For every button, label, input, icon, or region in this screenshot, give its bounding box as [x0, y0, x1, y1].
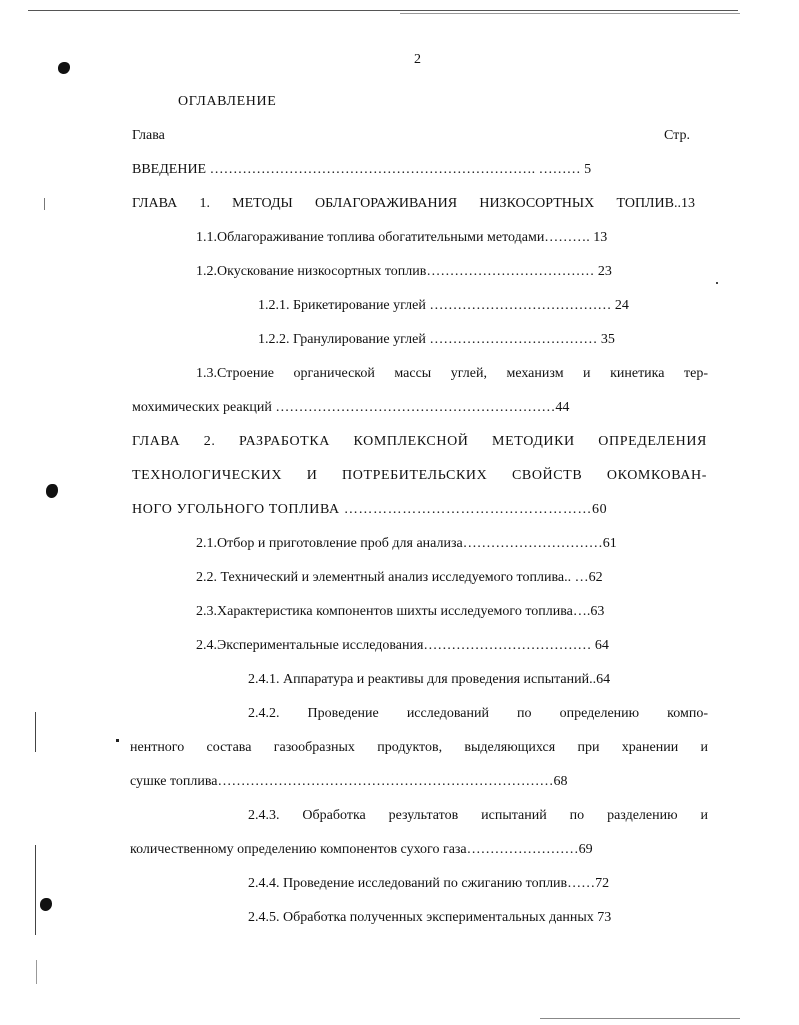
toc-entry: НОГО УГОЛЬНОГО ТОПЛИВА ……………………………………………60 [132, 502, 608, 517]
toc-entry: 2.4.1. Аппаратура и реактивы для проведения испытаний..64 [248, 672, 611, 687]
toc-entry: 1.2.1. Брикетирование углей ………………………………… 24 [258, 298, 629, 313]
toc-entry: 1.2.2. Гранулирование углей ……………………………… 35 [258, 332, 615, 347]
toc-entry: 2.4.2. Проведение исследований по определению компо- [248, 706, 708, 721]
toc-entry: ГЛАВА 1. МЕТОДЫ ОБЛАГОРАЖИВАНИЯ НИЗКОСОРТНЫХ ТОПЛИВ..13 [132, 196, 695, 211]
scan-top-line-2 [400, 13, 740, 14]
margin-speck [36, 960, 37, 984]
toc-entry: 2.1.Отбор и приготовление проб для анализа…………………………61 [196, 536, 617, 551]
margin-speck [35, 712, 36, 752]
toc-entry: ВВЕДЕНИЕ ……………………………………………………………. ……… 5 [132, 162, 592, 177]
toc-entry: мохимических реакций ……………………………………………………44 [132, 400, 570, 415]
binder-hole-mark [40, 898, 52, 911]
toc-heading: ОГЛАВЛЕНИЕ [178, 94, 277, 109]
toc-entry: 2.3.Характеристика компонентов шихты исследуемого топлива….63 [196, 604, 605, 619]
binder-hole-mark [58, 62, 70, 74]
toc-entry: 2.4.4. Проведение исследований по сжиганию топлив……72 [248, 876, 610, 891]
scan-bottom-line [540, 1018, 740, 1019]
toc-entry: ТЕХНОЛОГИЧЕСКИХ И ПОТРЕБИТЕЛЬСКИХ СВОЙСТВ ОКОМКОВАН- [132, 468, 707, 483]
toc-entry: 1.1.Облагораживание топлива обогатительными методами………. 13 [196, 230, 608, 245]
toc-entry: 2.4.Экспериментальные исследования……………………………… 64 [196, 638, 609, 653]
toc-entry: сушке топлива………………………………………………………………68 [130, 774, 568, 789]
chapter-column-label: Глава [132, 128, 165, 143]
page-number: 2 [414, 52, 421, 67]
margin-speck [35, 845, 36, 935]
toc-entry: ГЛАВА 2. РАЗРАБОТКА КОМПЛЕКСНОЙ МЕТОДИКИ ОПРЕДЕЛЕНИЯ [132, 434, 707, 449]
margin-speck [44, 198, 45, 210]
toc-entry: 1.2.Окускование низкосортных топлив……………………………… 23 [196, 264, 612, 279]
margin-speck [116, 739, 119, 742]
page-column-label: Стр. [664, 128, 690, 143]
toc-entry: 2.2. Технический и элементный анализ исследуемого топлива.. …62 [196, 570, 603, 585]
scan-top-line [28, 10, 738, 11]
binder-hole-mark [46, 484, 58, 498]
margin-speck [716, 282, 718, 284]
toc-entry: нентного состава газообразных продуктов, выделяющихся при хранении и [130, 740, 708, 755]
toc-entry: 2.4.5. Обработка полученных экспериментальных данных 73 [248, 910, 612, 925]
toc-entry: количественному определению компонентов сухого газа……………………69 [130, 842, 593, 857]
toc-entry: 1.3.Строение органической массы углей, механизм и кинетика тер- [196, 366, 708, 381]
toc-entry: 2.4.3. Обработка результатов испытаний по разделению и [248, 808, 708, 823]
